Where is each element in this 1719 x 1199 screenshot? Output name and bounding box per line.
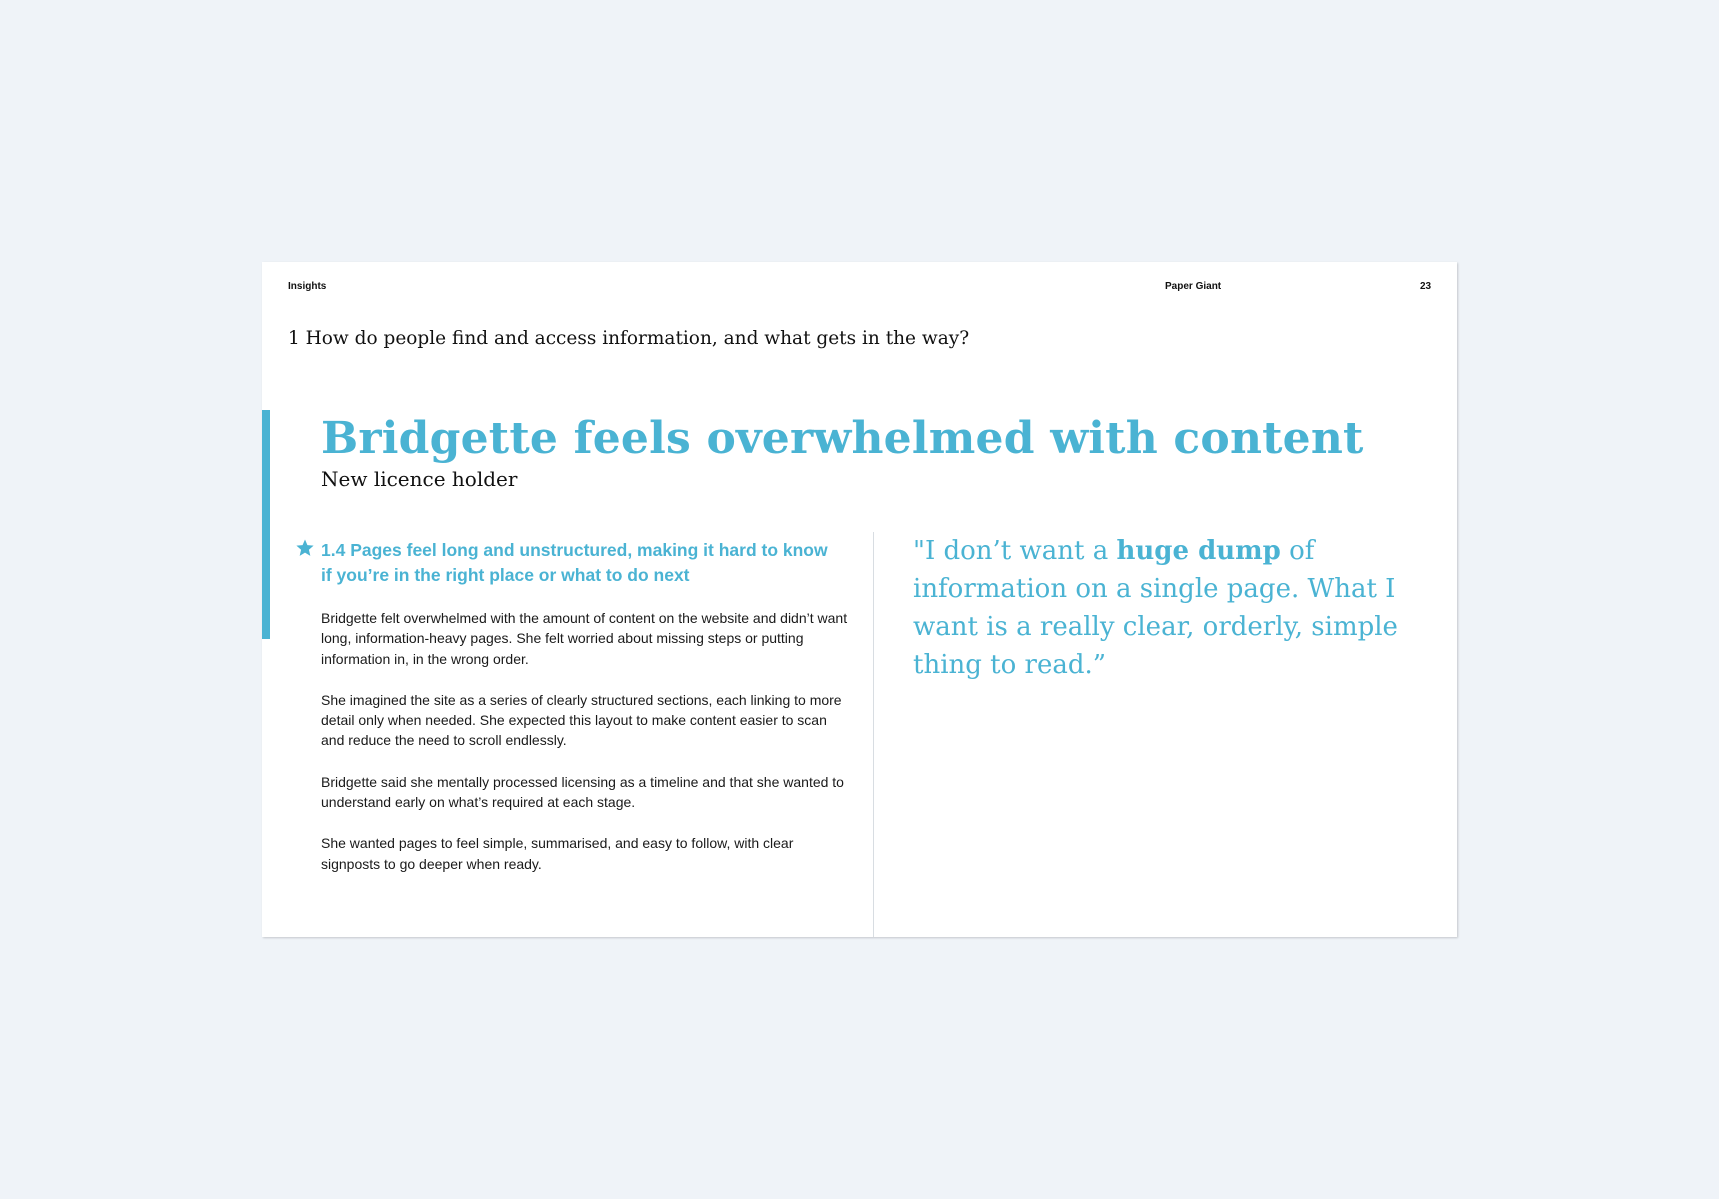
quote-text-end: of information on a single page. What I want is a really clear, orderly, simple thing to read.” [913,536,1398,680]
accent-bar [262,410,270,639]
header-brand: Paper Giant [1165,281,1222,292]
insight-paragraph: Bridgette said she mentally processed licensing as a timeline and that she wanted to understand early on what’s required at each stage. [321,773,844,811]
insight-heading: 1.4 Pages feel long and unstructured, making it hard to know if you’re in the right place or what to do next [321,540,828,585]
page-title: Bridgette feels overwhelmed with content [321,413,1364,464]
header-section-label: Insights [288,281,327,292]
insight-paragraph: She wanted pages to feel simple, summarised, and easy to follow, with clear signposts to go deeper when ready. [321,835,794,872]
persona-subtitle: New licence holder [321,467,518,491]
page-number: 23 [1420,281,1432,292]
section-question: 1 How do people find and access information, and what gets in the way? [288,328,970,349]
column-divider [873,532,874,937]
insight-paragraph: Bridgette felt overwhelmed with the amount of content on the website and didn’t want long, information-heavy pages. She felt worried about missing steps or putting information in, in the wrong order. [321,610,848,667]
insight-body [321,608,851,895]
pull-quote [913,532,1423,684]
quote-emphasis: huge dump [1116,536,1281,566]
star-icon [295,538,315,558]
report-page [262,262,1457,937]
quote-text-start: "I don’t want a [913,536,1117,566]
insight-paragraph: She imagined the site as a series of clearly structured sections, each linking to more detail only when needed. She expected this layout to make content easier to scan and reduce the need to scroll endlessly. [321,691,842,749]
